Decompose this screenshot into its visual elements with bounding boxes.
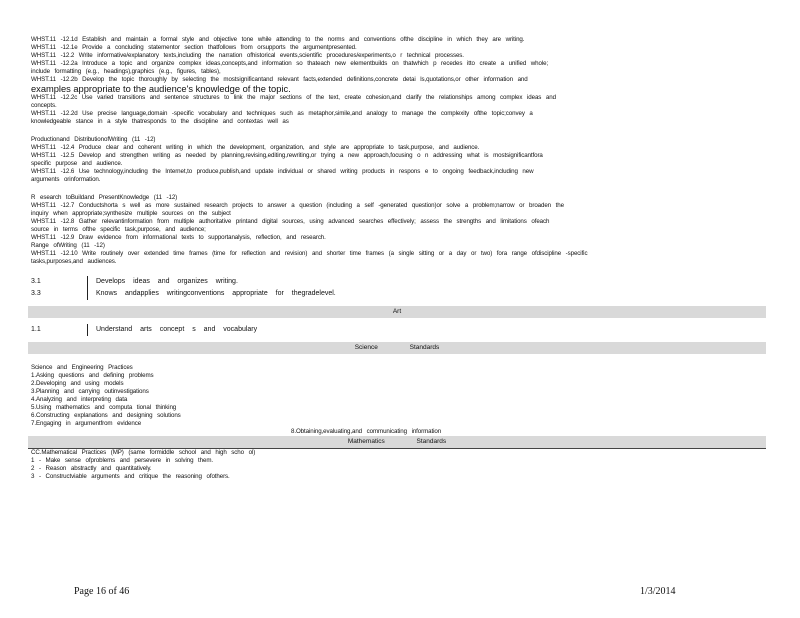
practice-heading: CC.Mathematical Practices (MP) (same formiddle school and high scho ol)	[31, 449, 256, 456]
outcome-text: Develops ideas and organizes writing.	[87, 276, 238, 288]
standard-line: include formatting (e.g., headings),graphics (e.g., figures, tables),	[31, 68, 221, 75]
page-date: 1/3/2014	[640, 586, 676, 597]
standard-line: WHST.11 -12.6 Use technology,including the Internet,to produce,publish,and update individual or shared writing products in respons e to ongoing feedback,including new	[31, 168, 534, 175]
practice-item: 3.Planning and carrying outinvestigations	[31, 388, 149, 395]
art-header	[28, 306, 766, 318]
math-header	[28, 436, 766, 448]
practice-item: 1 - Make sense ofproblems and persevere in solving them.	[31, 457, 214, 464]
science-header-left: Science	[354, 344, 378, 351]
whst-block-top	[31, 36, 721, 84]
standard-line: WHST.11 -12.10 Write routinely over extended time frames (time for reflection and revision) and shorter time frames (a single sitting or a day or two) fora range ofdiscipline -specific	[31, 250, 588, 257]
practice-item: 4.Analyzing and interpreting data	[31, 396, 128, 403]
standard-line: WHST.11 -12.2a Introduce a topic and organize complex ideas,concepts,and information so thateach new elementbuilds on thatwhich p recedes itto create a unified whole;	[31, 60, 549, 67]
standard-line: specific purpose and audience.	[31, 160, 123, 167]
research-section	[31, 194, 721, 266]
standard-line: WHST.11 -12.1d Establish and maintain a formal style and objective tone while attending to the norms and conventions ofthe discipline in which they are writing.	[31, 36, 525, 43]
science-header-right: Standards	[409, 344, 440, 351]
standard-line: WHST.11 -12.2d Use precise language,domain -specific vocabulary and techniques such as metaphor,simile,and analogy to manage the complexity ofthe topic;convey a	[31, 110, 533, 117]
math-header-left: Mathematics	[347, 438, 385, 445]
art-header-label: Art	[392, 308, 402, 315]
standard-line: WHST.11 -12.2c Use varied transitions and sentence structures to link the major sections of the text, create cohesion,and clarify the relationships among complex ideas and	[31, 94, 556, 101]
practice-item: 5.Using mathematics and computa tional thinking	[31, 404, 177, 411]
standard-line: WHST.11 -12.8 Gather relevantinformation from multiple authoritative printand digital sources, using advanced searches effectively; assess the strengths and limitations ofeach	[31, 218, 550, 225]
practice-item: 6.Constructing explanations and designing solutions	[31, 412, 181, 419]
science-header	[28, 342, 766, 354]
page-content	[31, 36, 721, 481]
standard-line: arguments orinformation.	[31, 176, 101, 183]
standard-line: WHST.11 -12.5 Develop and strengthen writing as needed by planning,revising,editing,rewriting,or trying a new approach,focusing o n addressing what is mostsignificantfora	[31, 152, 543, 159]
standard-line: WHST.11 -12.2b Develop the topic thoroughly by selecting the mostsignificantand relevant facts,extended definitions,concrete detai ls,quotations,or other information and	[31, 76, 528, 83]
outcome-row	[31, 324, 721, 336]
outcome-number: 3.1	[31, 278, 41, 285]
page-number: Page 16 of 46	[74, 586, 130, 597]
standard-line: source in terms ofthe specific task,purpose, and audience;	[31, 226, 206, 233]
standard-line: WHST.11 -12.7 Conductshorta s well as more sustained research projects to answer a question (including a self -generated question)or solve a problem;narrow or broaden the	[31, 202, 564, 209]
outcome-row	[31, 288, 721, 300]
practice-item: 3 - Constructviable arguments and critique the reasoning ofothers.	[31, 473, 230, 480]
emphasized-line: examples appropriate to the audience's knowledge of the topic.	[31, 84, 291, 94]
outcome-row	[31, 276, 721, 288]
section-heading: Range ofWriting (11 -12)	[31, 242, 105, 249]
standard-line: WHST.11 -12.2 Write informative/explanatory texts,including the narration ofhistorical events,scientific procedures/experiments,o r technical processes.	[31, 52, 464, 59]
section-heading: Productionand DistributionofWriting (11 -12)	[31, 136, 156, 143]
standard-line: WHST.11 -12.9 Draw evidence from informational texts to supportanalysis, reflection, and research.	[31, 234, 326, 241]
practice-item: 2 - Reason abstractly and quantitatively.	[31, 465, 152, 472]
math-practices	[31, 449, 721, 481]
outcome-text: Knows andapplies writingconventions appropriate for thegradelevel.	[87, 288, 336, 300]
science-practices	[31, 364, 721, 436]
outcome-number: 1.1	[31, 326, 41, 333]
whst-block-mid	[31, 94, 721, 126]
outcome-text: Understand arts concept s and vocabulary	[87, 324, 257, 336]
standard-line: WHST.11 -12.1e Provide a concluding statementor section thatfollows from orsupports the argumentpresented.	[31, 44, 357, 51]
practice-item: 1.Asking questions and defining problems	[31, 372, 154, 379]
standard-line: tasks,purposes,and audiences.	[31, 258, 117, 265]
math-header-right: Standards	[416, 438, 447, 445]
practice-item: 2.Developing and using models	[31, 380, 124, 387]
standard-line: concepts.	[31, 102, 57, 109]
practice-item: 8.Obtaining,evaluating,and communicating information	[291, 428, 442, 435]
practice-item: 7.Engaging in argumentfrom evidence	[31, 420, 142, 427]
section-heading: R esearch toBuildand PresentKnowledge (11 -12)	[31, 194, 178, 201]
ela-outcomes	[31, 276, 721, 300]
production-section	[31, 136, 721, 184]
outcome-number: 3.3	[31, 290, 41, 297]
standard-line: WHST.11 -12.4 Produce clear and coherent writing in which the development, organization, and style are appropriate to task,purpose, and audience.	[31, 144, 480, 151]
practice-heading: Science and Engineering Practices	[31, 364, 133, 371]
standard-line: knowledgeable stance in a style thatresponds to the discipline and contextas well as	[31, 118, 289, 125]
standard-line: inquiry when appropriate;synthesize multiple sources on the subject	[31, 210, 231, 217]
